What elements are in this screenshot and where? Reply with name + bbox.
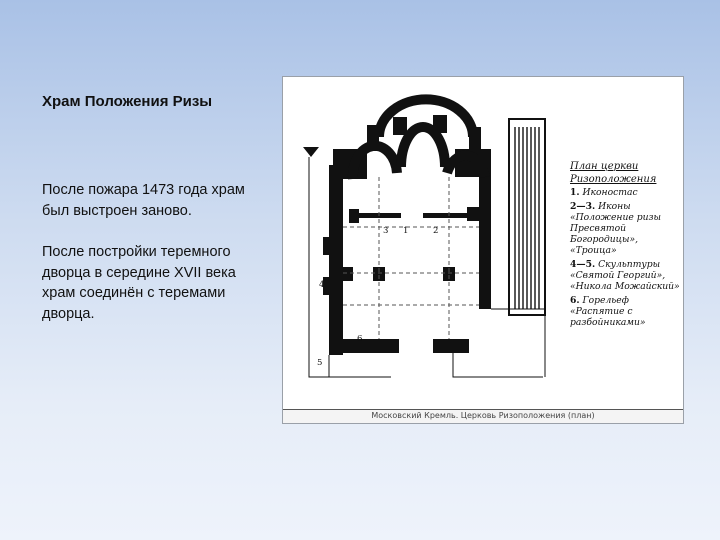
legend-item-3: 4—5. Скульптуры «Святой Георгий», «Никола Можайский» — [570, 259, 680, 292]
church-plan-figure — [282, 76, 684, 424]
legend-item-1: 1. Иконостас — [570, 187, 638, 198]
slide-body — [42, 180, 267, 345]
marker-triangle — [303, 147, 319, 157]
label-5: 5 — [317, 358, 323, 368]
iconostasis — [349, 207, 479, 223]
legend-item-2: 2—3. Иконы «Положение ризы Пресвятой Богородицы», «Троица» — [570, 201, 662, 256]
legend-item-4: 6. Горельеф «Распятие с разбойниками» — [570, 295, 646, 328]
body-paragraph-1: После пожара 1473 года храм был выстроен заново. — [42, 182, 245, 219]
legend-title-1: План церкви — [570, 161, 639, 172]
figure-caption: Московский Кремль. Церковь Ризоположения (план) — [283, 409, 683, 423]
label-2: 2 — [433, 226, 439, 236]
label-1: 1 — [403, 226, 409, 236]
plan-walls — [323, 149, 491, 355]
label-3: 3 — [383, 226, 389, 236]
slide-title: Храм Положения Ризы — [42, 93, 213, 110]
label-6: 6 — [357, 334, 363, 344]
label-4: 4 — [319, 280, 325, 290]
vault-lines — [343, 177, 479, 339]
plan-legend — [570, 161, 682, 331]
piers — [343, 267, 491, 281]
legend-title-2: Ризоположения — [570, 174, 657, 185]
staircase — [509, 119, 545, 315]
body-paragraph-2: После постройки теремного дворца в середине XVII века храм соединён с теремами дворца. — [42, 244, 236, 322]
